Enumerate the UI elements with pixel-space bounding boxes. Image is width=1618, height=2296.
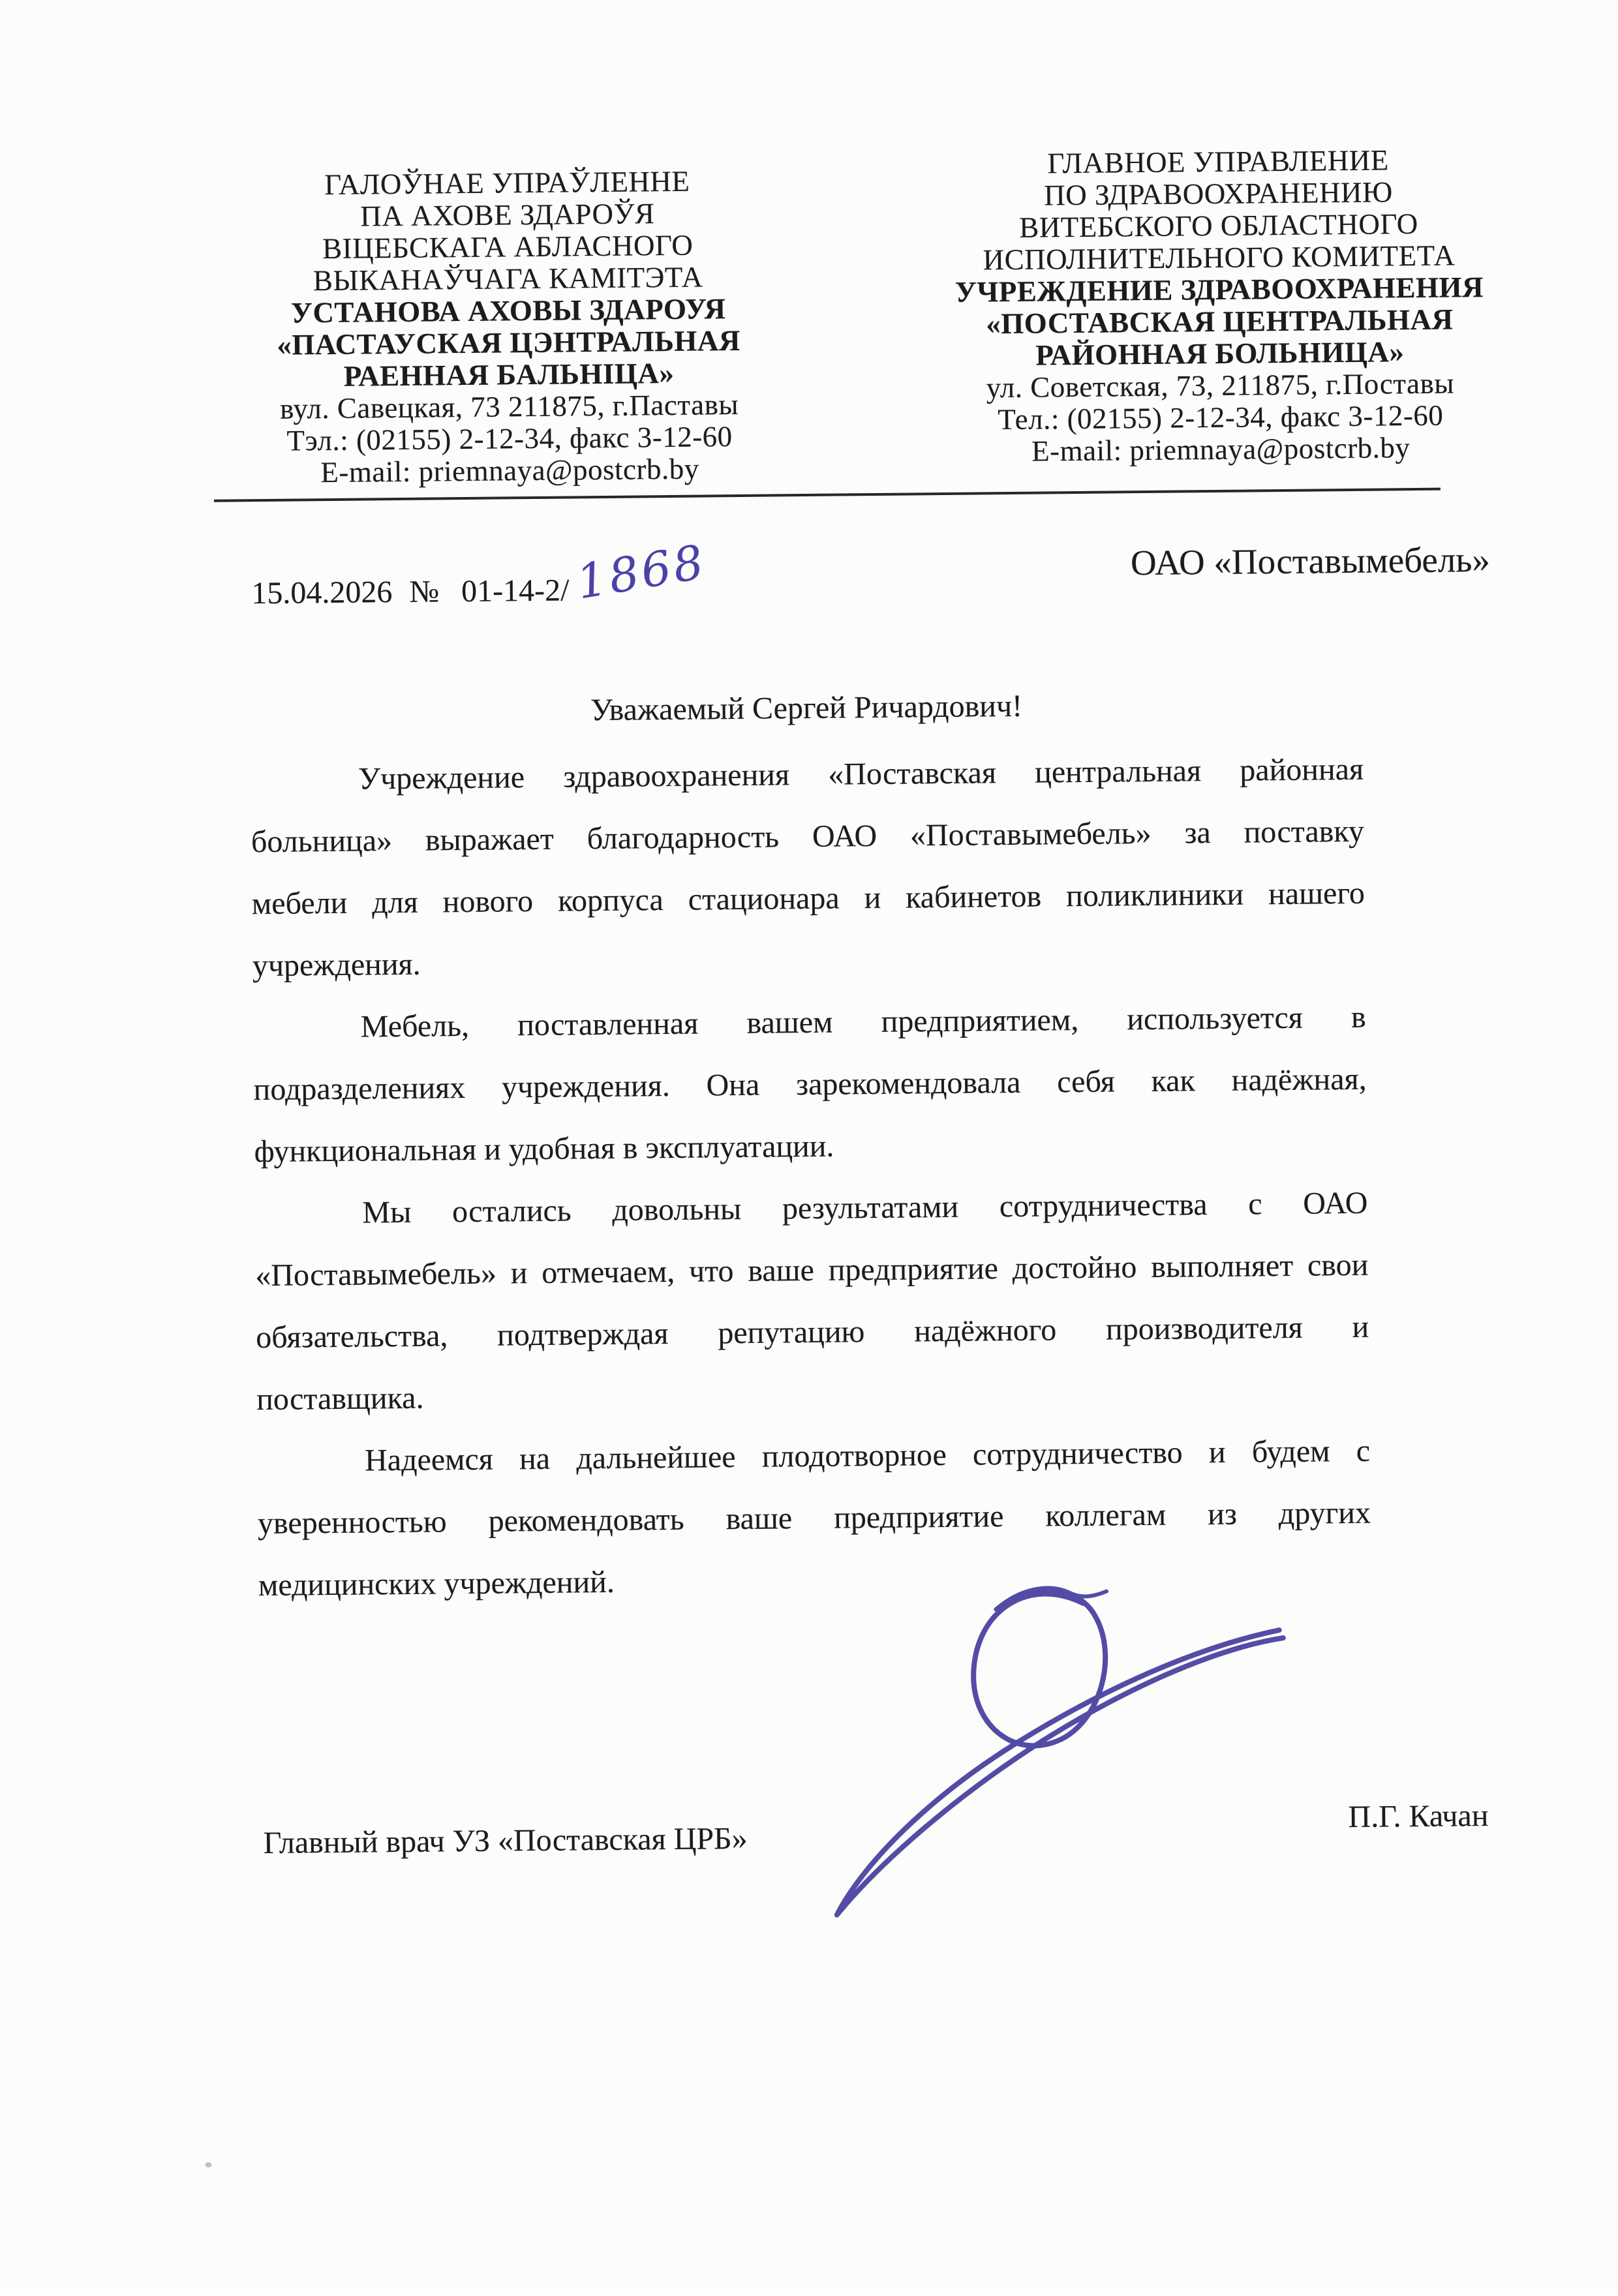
body-paragraph-3-line-0: Надеемся на дальнейшее плодотворное сотрудничество и будем с xyxy=(364,1433,1371,1478)
letterhead-left-authority-line-0: ГАЛОЎНАЕ УПРАЎЛЕННЕ xyxy=(324,164,690,202)
body-paragraph-2-line-0: Мы остались довольны результатами сотрудничества с ОАО xyxy=(362,1185,1368,1230)
letterhead-left-organization xyxy=(208,292,809,394)
body-paragraph-1-line-0: Мебель, поставленная вашем предприятием, используется в xyxy=(360,999,1366,1044)
body-paragraph-1-line-2: функциональная и удобная в эксплуатации. xyxy=(254,1128,834,1170)
scan-speck xyxy=(205,2162,211,2168)
signer-position: Главный врач УЗ «Поставская ЦРБ» xyxy=(263,1820,748,1861)
letterhead-right-authority xyxy=(918,144,1519,277)
body-paragraph-0-line-0: Учреждение здравоохранения «Поставская центральная районная xyxy=(358,751,1364,796)
letterhead-right-authority-line-2: ВИТЕБСКОГО ОБЛАСТНОГО xyxy=(1019,207,1418,244)
reference-row xyxy=(251,534,710,614)
letter-body xyxy=(251,738,1372,1616)
letterhead-right-org-line-2: РАЙОННАЯ БОЛЬНИЦА» xyxy=(1035,335,1405,372)
body-paragraph-3 xyxy=(257,1420,1372,1616)
letterhead-left-org-line-0: УСТАНОВА АХОВЫ ЗДАРОУЯ xyxy=(290,292,726,329)
letterhead-right xyxy=(918,144,1521,469)
body-paragraph-0 xyxy=(251,738,1366,997)
signer-name: П.Г. Качан xyxy=(1348,1798,1489,1835)
reference-date: 15.04.2026 xyxy=(251,575,393,611)
letterhead-divider xyxy=(214,488,1441,502)
letterhead-left-phone: Тэл.: (02155) 2-12-34, факс 3-12-60 xyxy=(286,420,733,457)
body-paragraph-1 xyxy=(252,986,1367,1183)
letterhead-left-org-line-1: «ПАСТАУСКАЯ ЦЭНТРАЛЬНАЯ xyxy=(277,324,741,361)
letterhead-right-address: ул. Советская, 73, 211875, г.Поставы xyxy=(986,367,1455,404)
letterhead-right-organization xyxy=(919,271,1520,372)
body-paragraph-3-line-1: уверенностью рекомендовать ваше предприятие коллегам из других xyxy=(257,1495,1371,1541)
salutation: Уважаемый Сергей Ричардович! xyxy=(590,688,1023,728)
letterhead-left-email: E-mail: priemnaya@postcrb.by xyxy=(320,452,699,489)
body-paragraph-0-line-2: мебели для нового корпуса стационара и кабинетов поликлиники нашего xyxy=(251,875,1366,922)
body-paragraph-3-line-2: медицинских учреждений. xyxy=(258,1564,615,1603)
body-paragraph-2-line-1: «Поставымебель» и отмечаем, что ваше предприятие достойно выполняет свои xyxy=(255,1247,1369,1293)
signature-stroke-loop xyxy=(973,1590,1107,1746)
reference-no-sign: № xyxy=(409,574,440,609)
letterhead-right-email: E-mail: priemnaya@postcrb.by xyxy=(1031,431,1411,468)
letterhead-left-address: вул. Савецкая, 73 211875, г.Паставы xyxy=(279,387,739,425)
letterhead-left-authority-line-2: ВІЦЕБСКАГА АБЛАСНОГО xyxy=(322,228,694,265)
handwritten-number: 1868 xyxy=(572,534,710,610)
body-paragraph-0-line-1: больница» выражает благодарность ОАО «Поставымебель» за поставку xyxy=(251,813,1365,860)
body-paragraph-2-line-2: обязательства, подтверждая репутацию надёжного производителя и xyxy=(256,1309,1369,1355)
letterhead-right-authority-line-3: ИСПОЛНИТЕЛЬНОГО КОМИТЕТА xyxy=(983,239,1456,277)
signature-stroke-tail xyxy=(834,1630,1286,1915)
letterhead-left-authority xyxy=(207,164,808,298)
letterhead-left xyxy=(207,164,810,490)
letterhead-left-org-line-2: РАЕННАЯ БАЛЬНІЦА» xyxy=(343,356,675,393)
addressee: ОАО «Поставымебель» xyxy=(1130,539,1491,583)
letterhead-right-org-line-1: «ПОСТАВСКАЯ ЦЕНТРАЛЬНАЯ xyxy=(986,303,1454,340)
letterhead-right-authority-line-0: ГЛАВНОЕ УПРАВЛЕНИЕ xyxy=(1047,144,1389,180)
body-paragraph-2-line-3: поставщика. xyxy=(256,1380,424,1417)
reference-number-prefix: 01-14-2/ xyxy=(461,573,570,609)
letterhead-left-authority-line-1: ПА АХОВЕ ЗДАРОЎЯ xyxy=(359,197,655,233)
body-paragraph-2 xyxy=(254,1172,1370,1430)
letterhead-right-authority-line-1: ПО ЗДРАВООХРАНЕНИЮ xyxy=(1044,175,1393,212)
body-paragraph-1-line-1: подразделениях учреждения. Она зарекомендовала себя как надёжная, xyxy=(253,1061,1367,1108)
letterhead-right-org-line-0: УЧРЕЖДЕНИЕ ЗДРАВООХРАНЕНИЯ xyxy=(954,271,1484,309)
body-paragraph-0-line-3: учреждения. xyxy=(252,946,421,984)
letterhead-left-authority-line-3: ВЫКАНАЎЧАГА КАМІТЭТА xyxy=(313,260,703,297)
letterhead-right-phone: Тел.: (02155) 2-12-34, факс 3-12-60 xyxy=(998,399,1444,436)
